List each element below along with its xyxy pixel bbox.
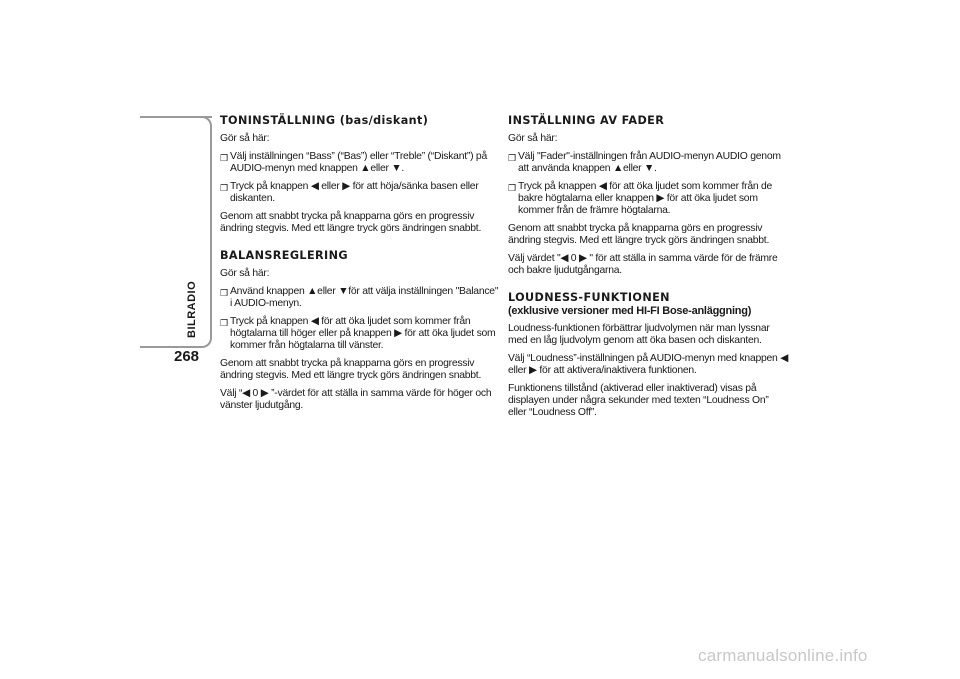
- fader-bullet-1-text: Välj "Fader"-inställningen från AUDIO-menyn AUDIO genom att använda knappen ▲eller ▼.: [518, 151, 781, 174]
- right-column: [508, 114, 788, 425]
- balance-intro: Gör så här:: [220, 268, 270, 279]
- spacer: [220, 241, 500, 249]
- loudness-para-3: Funktionens tillstånd (aktiverad eller inaktiverad) visas på displayen under några sekunder med texten “Loudness On” eller “Loudness Off”.: [508, 383, 769, 418]
- loudness-heading: LOUDNESS-FUNKTIONEN: [508, 291, 670, 304]
- balance-heading: BALANSREGLERING: [220, 249, 348, 262]
- chapter-side-label: BILRADIO: [186, 280, 198, 338]
- fader-para-1: Genom att snabbt trycka på knapparna görs en progressiv ändring stegvis. Med ett längre tryck görs ändringen snabbt.: [508, 223, 770, 246]
- loudness-subheading: (exklusive versioner med HI-FI Bose-anläggning): [508, 305, 752, 317]
- tone-bullet-2: [220, 181, 500, 205]
- balance-bullet-1-text: Använd knappen ▲eller ▼för att välja inställningen "Balance" i AUDIO-menyn.: [230, 286, 499, 309]
- bullet-box-icon: ❒: [508, 153, 516, 163]
- page-number: 268: [174, 348, 200, 365]
- left-column: [220, 114, 500, 418]
- tone-bullet-1-text: Välj inställningen “Bass” (“Bas”) eller “Treble” (“Diskant”) på AUDIO-menyn med knappen ▲eller ▼.: [230, 151, 487, 174]
- fader-bullet-2-text: Tryck på knappen ◀ för att öka ljudet som kommer från de bakre högtalarna eller knappen ▶ för att öka ljudet som kommer från de främre högtalarna.: [518, 181, 773, 216]
- watermark: carmanualsonline.info: [698, 646, 868, 665]
- loudness-para-2: Välj “Loudness”-inställningen på AUDIO-menyn med knappen ◀ eller ▶ för att aktivera/inaktivera funktionen.: [508, 353, 788, 376]
- tone-bullet-1: [220, 151, 500, 175]
- tone-heading: TONINSTÄLLNING (bas/diskant): [220, 114, 429, 127]
- fader-para-2: Välj värdet "◀ 0 ▶ " för att ställa in samma värde för de främre och bakre ljudutgångarna.: [508, 253, 778, 276]
- fader-bullet-1: [508, 151, 788, 175]
- margin-frame: [140, 116, 212, 348]
- balance-bullet-2: [220, 316, 500, 352]
- tone-bullet-2-text: Tryck på knappen ◀ eller ▶ för att höja/sänka basen eller diskanten.: [230, 181, 479, 204]
- bullet-box-icon: ❒: [220, 318, 228, 328]
- bullet-box-icon: ❒: [508, 183, 516, 193]
- bullet-box-icon: ❒: [220, 153, 228, 163]
- spacer: [508, 283, 788, 291]
- balance-para-1: Genom att snabbt trycka på knapparna görs en progressiv ändring stegvis. Med ett längre tryck görs ändringen snabbt.: [220, 358, 482, 381]
- fader-intro: Gör så här:: [508, 133, 558, 144]
- tone-intro: Gör så här:: [220, 133, 270, 144]
- balance-bullet-2-text: Tryck på knappen ◀ för att öka ljudet som kommer från högtalarna till höger eller på knappen ▶ för att öka ljudet som kommer från högtalarna till vänster.: [230, 316, 496, 351]
- fader-bullet-2: [508, 181, 788, 217]
- loudness-para-1: Loudness-funktionen förbättrar ljudvolymen när man lyssnar med en låg ljudvolym genom att öka basen och diskanten.: [508, 323, 770, 346]
- fader-heading: INSTÄLLNING AV FADER: [508, 114, 665, 127]
- balance-bullet-1: [220, 286, 500, 310]
- tone-para-1: Genom att snabbt trycka på knapparna görs en progressiv ändring stegvis. Med ett längre tryck görs ändringen snabbt.: [220, 211, 482, 234]
- bullet-box-icon: ❒: [220, 288, 228, 298]
- bullet-box-icon: ❒: [220, 183, 228, 193]
- balance-para-2: Välj “◀ 0 ▶ ”-värdet för att ställa in samma värde för höger och vänster ljudutgång.: [220, 388, 492, 411]
